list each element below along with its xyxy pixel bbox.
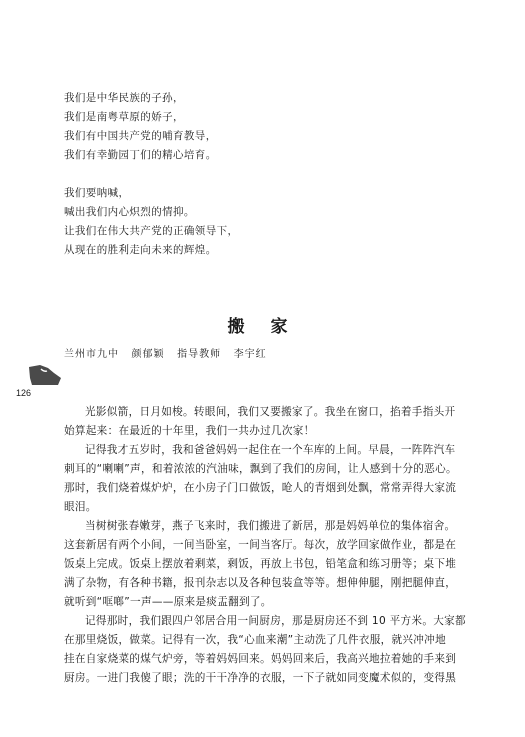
paragraph-line: 这套新居有两个小间，一间当卧室，一间当客厅。每次，放学回家做作业，都是在: [64, 539, 457, 551]
paragraph-line: 那时，我们烧着煤炉炉，在小房子门口做饭，呛人的青烟到处飘，常常弄得大家流: [64, 482, 457, 494]
paragraph-line: 在那里烧饭，做菜。记得有一次，我“心血来潮”主动洗了几件衣服，就兴冲冲地: [64, 634, 446, 646]
poem-line: 我们要呐喊，: [64, 187, 130, 199]
paragraph-line: 满了杂物，有各种书籍，报刊杂志以及各种包装盒等等。想伸伸腿，刚把腿伸直，: [64, 577, 457, 589]
paragraph-line: 眼泪。: [64, 501, 97, 513]
poem-line: 喊出我们内心炽烈的情抑。: [64, 206, 195, 218]
poem-line: 让我们在伟大共产党的正确领导下，: [64, 225, 239, 237]
paragraph-line: 刺耳的“喇喇”声，和着浓浓的汽油味，飘到了我们的房间，让人感到十分的恶心。: [64, 463, 457, 475]
paragraph-line: 挂在自家烧菜的煤气炉旁，等着妈妈回来。妈妈回来后，我高兴地拉着她的手来到: [64, 653, 457, 665]
poem-line: 从现在的胜利走向未来的辉煌。: [64, 244, 217, 256]
article-byline: 兰州市九中 颜郁颖 指导教师 李宇红: [64, 349, 267, 360]
paragraph-line: 饭桌上完成。饭桌上摆放着剩菜，剩饭，再放上书包，铅笔盒和练习册等；桌下堆: [64, 558, 457, 570]
article-title: 搬 家: [227, 317, 298, 337]
paragraph-line: 当树树张春嫩芽，燕子飞来时，我们搬进了新居，那是妈妈单位的集体宿舍。: [85, 520, 456, 532]
stanza-gap: [64, 165, 484, 184]
paragraph-line: 记得那时，我们跟四户邻居合用一间厨房，那是厨房还不到 10 平方米。大家都: [85, 615, 466, 627]
poem-line: 我们是南粤草原的娇子，: [64, 111, 184, 123]
poem-line: 我们是中华民族的子孙，: [64, 92, 184, 104]
paragraph-line: 光影似箭，日月如梭。转眼间，我们又要搬家了。我坐在窗口，掐着手指头开: [85, 406, 456, 418]
article-body: [64, 403, 482, 688]
paragraph-line: 始算起来：在最近的十年里，我们一共办过几次家！: [64, 425, 315, 437]
paragraph-line: 记得我才五岁时，我和爸爸妈妈一起住在一个车库的上间。早晨，一阵阵汽车: [85, 444, 456, 456]
paragraph-line: 就听到“哐啷”一声——原来是痰盂翻到了。: [64, 596, 272, 608]
page-corner-mark-icon: [28, 364, 62, 386]
poem-line: 我们有中国共产党的哺育教导，: [64, 130, 217, 142]
poem: [64, 89, 484, 260]
paragraph-line: 厨房。一进门我傻了眼；洗的干干净净的衣服，一下子就如同变魔术似的，变得黑: [64, 672, 457, 684]
poem-line: 我们有幸勤园丁们的精心培育。: [64, 149, 217, 161]
page-number: 126: [16, 388, 32, 398]
